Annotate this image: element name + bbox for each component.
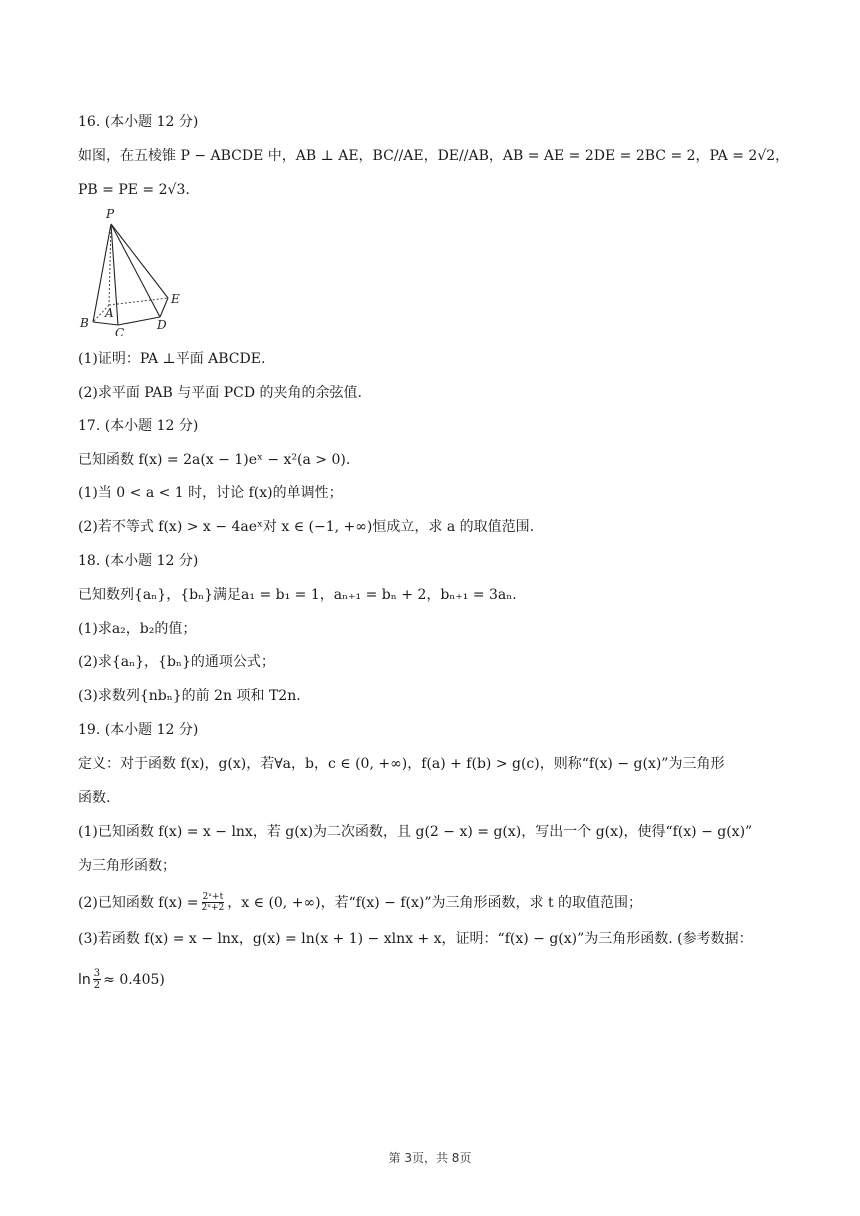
q18-header: 18. (本小题 12 分) xyxy=(78,553,199,569)
q17-part2: (2)若不等式 f(x) > x − 4aeˣ对 x ∈ (−1, +∞)恒成立，求 a 的取值范围. xyxy=(78,519,535,535)
q19-definition-line1: 定义：对于函数 f(x)，g(x)，若∀a，b，c ∈ (0, +∞)，f(a) + f(b) > g(c)，则称“f(x) − g(x)”为三角形 xyxy=(78,756,725,772)
ln-fraction xyxy=(93,968,101,991)
label-c: C xyxy=(115,326,125,336)
q18-part1: (1)求a₂，b₂的值； xyxy=(78,621,197,637)
q16-stem-line1: 如图，在五棱锥 P − ABCDE 中，AB ⊥ AE，BC//AE，DE//AB，AB = AE = 2DE = 2BC = 2，PA = 2√2， xyxy=(78,148,790,164)
fraction-numerator: 2ˣ+t xyxy=(202,892,224,902)
q19-part3-line1: (3)若函数 f(x) = x − lnx，g(x) = ln(x + 1) − xlnx + x，证明：“f(x) − g(x)”为三角形函数. (参考数据： xyxy=(78,931,753,947)
q19-part1-line2: 为三角形函数； xyxy=(78,858,176,874)
q17-stem: 已知函数 f(x) = 2a(x − 1)eˣ − x²(a > 0). xyxy=(78,452,351,468)
fraction-denominator: 2ˣ+2 xyxy=(201,903,225,913)
label-a: A xyxy=(105,306,114,320)
q16-part2: (2)求平面 PAB 与平面 PCD 的夹角的余弦值. xyxy=(78,385,362,401)
q19-part2-prefix: (2)已知函数 f(x) = xyxy=(78,894,199,911)
q16-stem-line2: PB = PE = 2√3. xyxy=(78,182,190,198)
q16-header: 16. (本小题 12 分) xyxy=(78,114,199,130)
ln-suffix: ≈ 0.405) xyxy=(103,971,165,988)
q18-part2: (2)求{aₙ}，{bₙ}的通项公式； xyxy=(78,654,275,670)
label-d: D xyxy=(157,318,167,332)
q18-stem: 已知数列{aₙ}，{bₙ}满足a₁ = b₁ = 1，aₙ₊₁ = bₙ + 2，bₙ₊₁ = 3aₙ. xyxy=(78,587,517,603)
label-e: E xyxy=(171,292,180,306)
q16-part1: (1)证明：PA ⊥平面 ABCDE. xyxy=(78,351,266,367)
q17-header: 17. (本小题 12 分) xyxy=(78,418,199,434)
fraction-denominator: 2 xyxy=(93,980,101,991)
q19-part2-suffix: ，x ∈ (0, +∞)，若“f(x) − f(x)”为三角形函数，求 t 的取值范围； xyxy=(227,894,643,911)
q17-part1: (1)当 0 < a < 1 时，讨论 f(x)的单调性； xyxy=(78,485,343,501)
ln-prefix: ln xyxy=(78,971,91,988)
q19-part3-line2 xyxy=(78,968,165,991)
label-b: B xyxy=(80,316,89,330)
q19-definition-line2: 函数. xyxy=(78,790,111,806)
page-footer: 第 3页，共 8页 xyxy=(388,1151,472,1165)
fraction-numerator: 3 xyxy=(93,968,101,979)
q18-part3: (3)求数列{nbₙ}的前 2n 项和 T2n. xyxy=(78,688,301,704)
q19-part2-fraction xyxy=(200,892,225,913)
q19-part2 xyxy=(78,892,642,913)
label-p: P xyxy=(106,207,115,221)
q19-header: 19. (本小题 12 分) xyxy=(78,722,199,738)
pentagonal-pyramid-figure xyxy=(78,206,188,336)
q19-part1-line1: (1)已知函数 f(x) = x − lnx，若 g(x)为二次函数，且 g(2 − x) = g(x)，写出一个 g(x)，使得“f(x) − g(x)” xyxy=(78,824,753,840)
